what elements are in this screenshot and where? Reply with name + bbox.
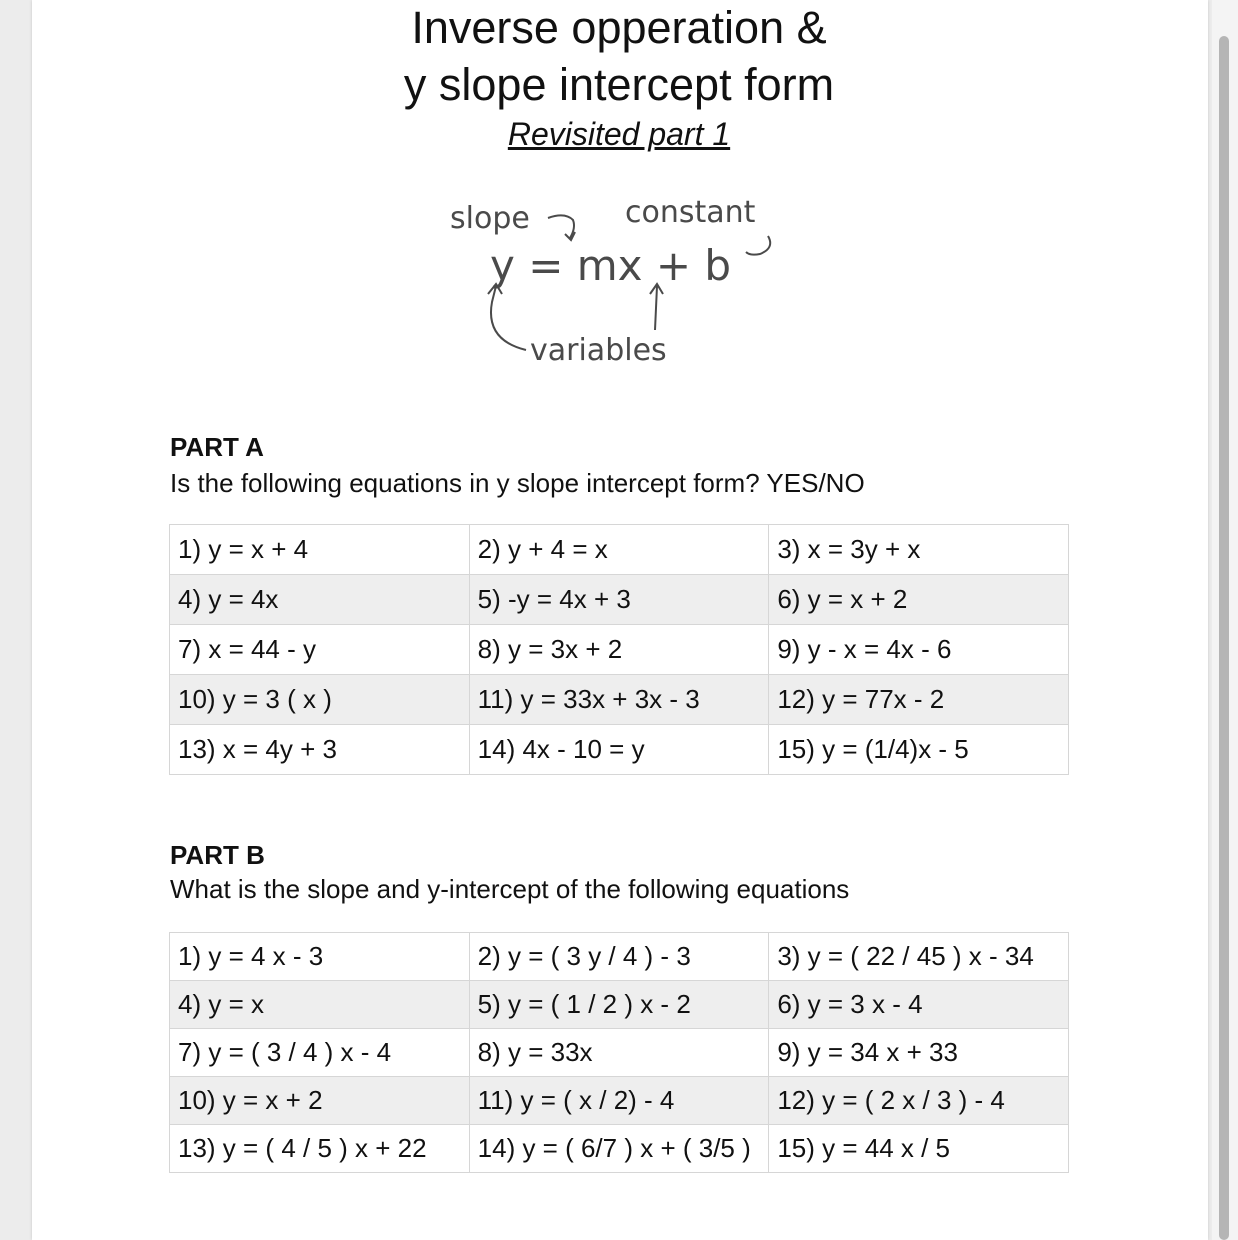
table-row (170, 933, 1069, 981)
equation-cell: 3) y = ( 22 / 45 ) x - 34 (769, 933, 1069, 981)
equation-cell: 7) x = 44 - y (170, 625, 470, 675)
equation-cell: 8) y = 3x + 2 (469, 625, 769, 675)
equation-cell: 15) y = (1/4)x - 5 (769, 725, 1069, 775)
variables-label: variables (530, 333, 667, 368)
equation-cell: 9) y = 34 x + 33 (769, 1029, 1069, 1077)
equation-cell: 12) y = 77x - 2 (769, 675, 1069, 725)
equation-cell: 1) y = 4 x - 3 (170, 933, 470, 981)
part-a-table (169, 524, 1069, 775)
equation-label: y = mx + b (490, 241, 732, 290)
equation-cell: 11) y = 33x + 3x - 3 (469, 675, 769, 725)
slope-arrow-icon (548, 215, 574, 238)
subtitle: Revisited part 1 (507, 116, 731, 152)
slope-intercept-diagram (430, 190, 810, 380)
part-a-heading: PART A (170, 432, 264, 462)
table-row (170, 1077, 1069, 1125)
equation-cell: 2) y = ( 3 y / 4 ) - 3 (469, 933, 769, 981)
equation-cell: 9) y - x = 4x - 6 (769, 625, 1069, 675)
equation-cell: 3) x = 3y + x (769, 525, 1069, 575)
table-row (170, 625, 1069, 675)
equation-cell: 10) y = 3 ( x ) (170, 675, 470, 725)
table-row (170, 675, 1069, 725)
equation-cell: 8) y = 33x (469, 1029, 769, 1077)
equation-cell: 10) y = x + 2 (170, 1077, 470, 1125)
table-row (170, 1029, 1069, 1077)
equation-cell: 6) y = 3 x - 4 (769, 981, 1069, 1029)
part-b-heading: PART B (170, 840, 265, 870)
equation-cell: 13) y = ( 4 / 5 ) x + 22 (170, 1125, 470, 1173)
equation-cell: 6) y = x + 2 (769, 575, 1069, 625)
equation-cell: 2) y + 4 = x (469, 525, 769, 575)
scrollbar-thumb[interactable] (1219, 36, 1229, 1240)
title-line-1: Inverse opperation & (411, 2, 827, 53)
equation-cell: 11) y = ( x / 2) - 4 (469, 1077, 769, 1125)
constant-arrow-icon (746, 236, 770, 255)
part-b-description: What is the slope and y-intercept of the following equations (170, 874, 850, 904)
equation-cell: 4) y = x (170, 981, 470, 1029)
equation-cell: 13) x = 4y + 3 (170, 725, 470, 775)
equation-cell: 4) y = 4x (170, 575, 470, 625)
equation-cell: 5) y = ( 1 / 2 ) x - 2 (469, 981, 769, 1029)
table-row (170, 725, 1069, 775)
equation-cell: 14) y = ( 6/7 ) x + ( 3/5 ) (469, 1125, 769, 1173)
y-variable-arrow-icon (488, 284, 526, 350)
equation-cell: 12) y = ( 2 x / 3 ) - 4 (769, 1077, 1069, 1125)
equation-cell: 5) -y = 4x + 3 (469, 575, 769, 625)
title-line-2: y slope intercept form (403, 59, 835, 110)
equation-cell: 1) y = x + 4 (170, 525, 470, 575)
equation-cell: 7) y = ( 3 / 4 ) x - 4 (170, 1029, 470, 1077)
table-row (170, 525, 1069, 575)
variables-arrow-icon (650, 284, 663, 330)
table-row (170, 575, 1069, 625)
part-a-description: Is the following equations in y slope intercept form? YES/NO (170, 468, 865, 498)
equation-cell: 15) y = 44 x / 5 (769, 1125, 1069, 1173)
constant-label: constant (625, 195, 756, 230)
part-b-table (169, 932, 1069, 1173)
equation-cell: 14) 4x - 10 = y (469, 725, 769, 775)
slope-label: slope (450, 201, 530, 236)
table-row (170, 981, 1069, 1029)
table-row (170, 1125, 1069, 1173)
